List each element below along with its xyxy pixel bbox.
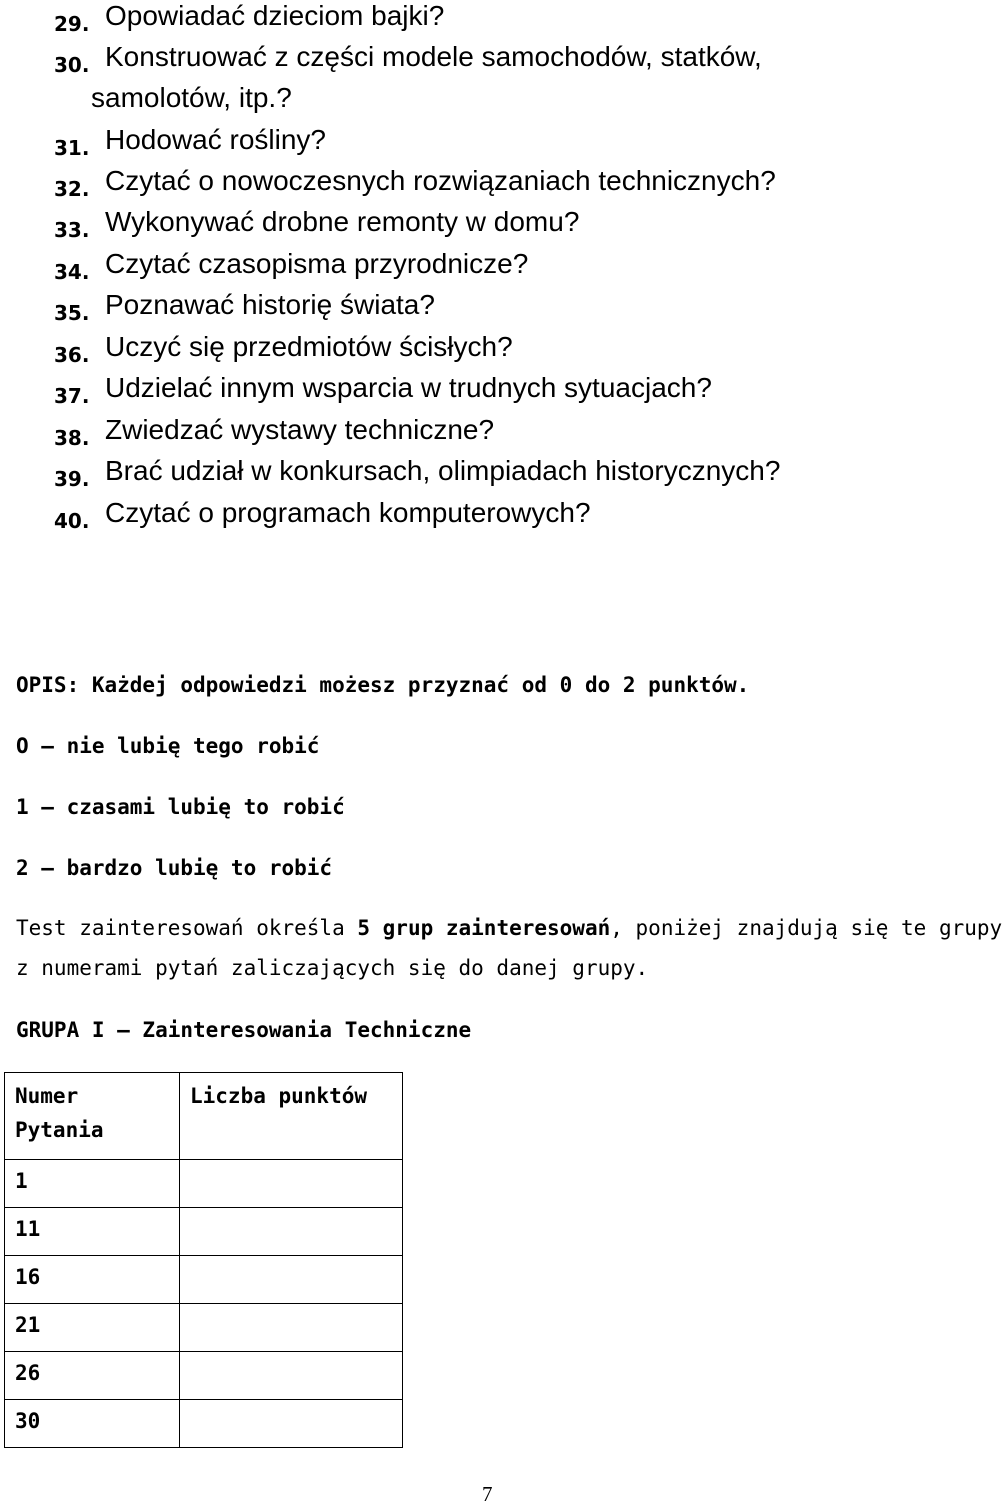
intro-text-bold: 5 grup zainteresowań — [357, 916, 611, 940]
question-number-cell: 11 — [5, 1208, 180, 1256]
question-text: Czytać o programach komputerowych? — [105, 497, 591, 528]
question-item — [0, 124, 960, 166]
points-cell[interactable] — [180, 1208, 403, 1256]
table-header-row — [5, 1073, 403, 1160]
question-number-cell: 16 — [5, 1256, 180, 1304]
question-number: 29. — [54, 12, 90, 36]
intro-line-1 — [16, 916, 1002, 940]
question-text: Opowiadać dzieciom bajki? — [105, 0, 445, 31]
question-number: 34. — [54, 260, 90, 284]
points-cell[interactable] — [180, 1304, 403, 1352]
points-cell[interactable] — [180, 1352, 403, 1400]
question-item — [0, 248, 960, 290]
question-number-cell: 26 — [5, 1352, 180, 1400]
question-text: Konstruować z części modele samochodów, statków, — [105, 41, 762, 72]
table-row — [5, 1256, 403, 1304]
question-item — [0, 497, 960, 539]
question-item — [0, 372, 960, 414]
question-number-cell: 21 — [5, 1304, 180, 1352]
table-row — [5, 1160, 403, 1208]
question-text: Wykonywać drobne remonty w domu? — [105, 206, 580, 237]
question-number: 35. — [54, 301, 90, 325]
question-text: Czytać czasopisma przyrodnicze? — [105, 248, 529, 279]
question-text: Udzielać innym wsparcia w trudnych sytuacjach? — [105, 372, 712, 403]
question-text-continuation: samolotów, itp.? — [91, 82, 292, 113]
question-item — [0, 414, 960, 456]
scale-item-0: O – nie lubię tego robić — [16, 734, 320, 758]
scale-item-2: 2 – bardzo lubię to robić — [16, 856, 333, 880]
question-number-cell: 30 — [5, 1400, 180, 1448]
table-row — [5, 1400, 403, 1448]
intro-line-2: z numerami pytań zaliczających się do danej grupy. — [16, 956, 649, 980]
intro-text-pre: Test zainteresowań określa — [16, 916, 358, 940]
opis-heading: OPIS: Każdej odpowiedzi możesz przyznać od 0 do 2 punktów. — [16, 673, 750, 697]
group-table — [4, 1072, 403, 1448]
page-number: 7 — [482, 1482, 493, 1506]
question-item — [0, 206, 960, 248]
question-item — [0, 165, 960, 207]
question-item — [0, 0, 960, 42]
question-text: Czytać o nowoczesnych rozwiązaniach technicznych? — [105, 165, 776, 196]
scale-item-1: 1 – czasami lubię to robić — [16, 795, 345, 819]
question-item — [0, 41, 960, 113]
points-cell[interactable] — [180, 1256, 403, 1304]
question-number: 31. — [54, 136, 90, 160]
table-row — [5, 1208, 403, 1256]
question-item — [0, 331, 960, 373]
question-number: 38. — [54, 426, 90, 450]
question-number: 30. — [54, 53, 90, 77]
table-row — [5, 1352, 403, 1400]
question-text: Poznawać historię świata? — [105, 289, 435, 320]
points-cell[interactable] — [180, 1160, 403, 1208]
question-number: 40. — [54, 509, 90, 533]
column-header-points: Liczba punktów — [180, 1073, 403, 1160]
question-item — [0, 289, 960, 331]
question-text: Uczyć się przedmiotów ścisłych? — [105, 331, 513, 362]
question-text: Hodować rośliny? — [105, 124, 326, 155]
question-item — [0, 455, 960, 497]
question-number: 39. — [54, 467, 90, 491]
question-number-cell: 1 — [5, 1160, 180, 1208]
points-cell[interactable] — [180, 1400, 403, 1448]
question-number: 37. — [54, 384, 90, 408]
question-number: 36. — [54, 343, 90, 367]
question-text: Brać udział w konkursach, olimpiadach historycznych? — [105, 455, 781, 486]
question-number: 32. — [54, 177, 90, 201]
group-title: GRUPA I – Zainteresowania Techniczne — [16, 1018, 472, 1042]
table-row — [5, 1304, 403, 1352]
question-text: Zwiedzać wystawy techniczne? — [105, 414, 495, 445]
question-number: 33. — [54, 218, 90, 242]
intro-text-post: , poniżej znajdują się te grupy — [610, 916, 1002, 940]
column-header-number: Numer Pytania — [5, 1073, 180, 1160]
